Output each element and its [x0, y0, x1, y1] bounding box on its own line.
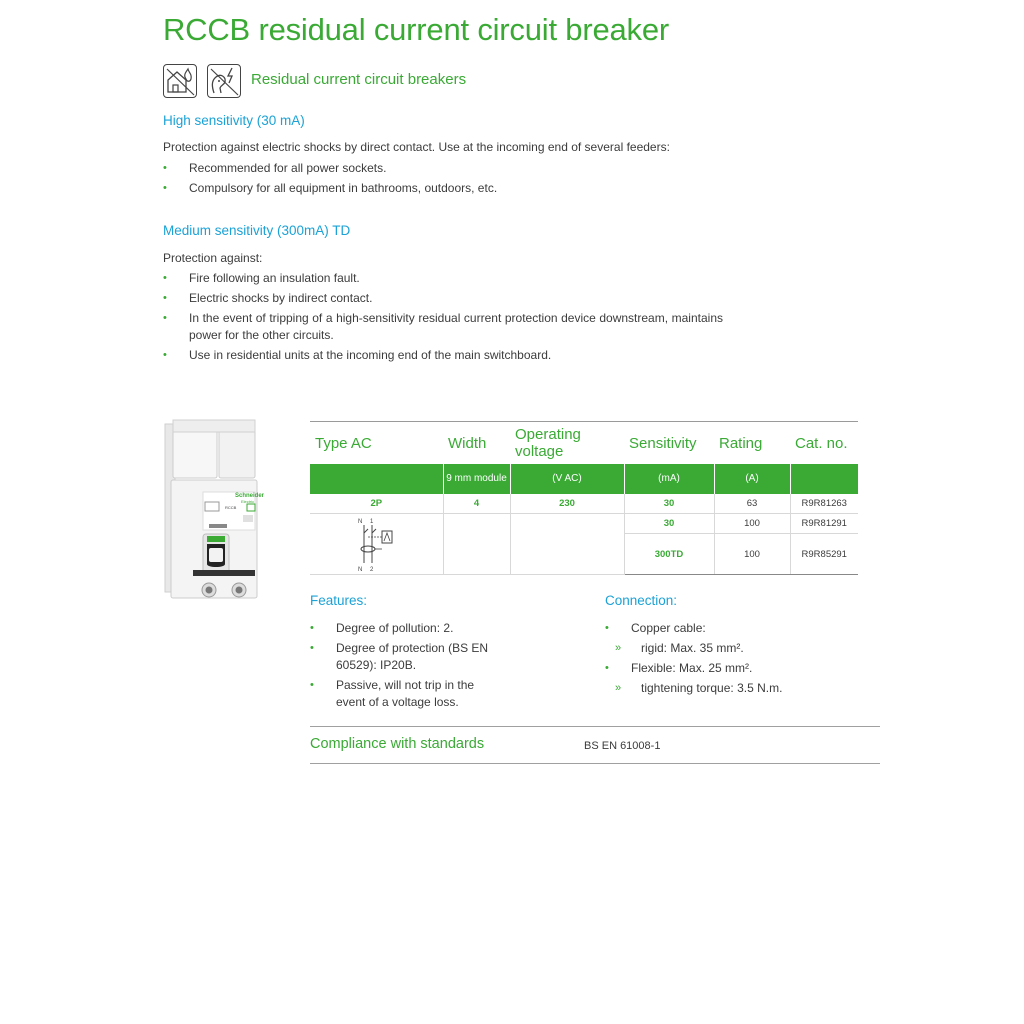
- product-brand: Schneider: [235, 493, 265, 499]
- sensitivity-cell: 30: [624, 494, 714, 514]
- house-fire-icon: [163, 64, 197, 98]
- spec-table: [310, 421, 858, 575]
- column-header: Sensitivity: [629, 434, 697, 452]
- sensitivity-cell: 300TD: [624, 534, 714, 575]
- diagram-label: 2: [370, 567, 374, 573]
- diagram-label: N: [358, 519, 363, 525]
- table-header-row: [310, 422, 858, 465]
- column-header: Operating voltage: [515, 426, 581, 460]
- section-subtitle: Residual current circuit breakers: [251, 71, 467, 88]
- product-model: RCCB: [225, 505, 237, 510]
- compliance-heading: Compliance with standards: [310, 736, 485, 752]
- column-header: Rating: [719, 434, 763, 452]
- list-item: • Compulsory for all equipment in bathrooms, outdoors, etc.: [163, 181, 498, 195]
- wiring-diagram-icon: [346, 515, 406, 573]
- units-cell: (A): [714, 464, 790, 494]
- type-cell: 2P: [310, 494, 443, 514]
- list-item: • Fire following an insulation fault.: [163, 271, 360, 285]
- sensitivity-cell: 30: [624, 514, 714, 534]
- list-item: • Passive, will not trip in the event of a voltage loss.: [310, 678, 475, 709]
- list-item: » tightening torque: 3.5 N.m.: [615, 681, 783, 695]
- high-sensitivity-heading: High sensitivity (30 mA): [163, 113, 305, 128]
- list-item: • Degree of protection (BS EN 60529): IP20B.: [310, 641, 489, 672]
- column-header: Type AC: [315, 434, 372, 452]
- units-cell: (V AC): [510, 464, 624, 494]
- list-item: • Recommended for all power sockets.: [163, 161, 387, 175]
- units-cell: (mA): [624, 464, 714, 494]
- rating-cell: 100: [714, 534, 790, 575]
- compliance-value: BS EN 61008-1: [584, 740, 661, 752]
- table-row: [310, 494, 858, 514]
- wiring-diagram-cell: [310, 514, 443, 575]
- table-units-row: [310, 464, 858, 494]
- rating-cell: 63: [714, 494, 790, 514]
- column-header: Width: [448, 434, 487, 452]
- width-cell: 4: [443, 494, 510, 514]
- features-heading: Features:: [310, 593, 368, 608]
- units-cell: [790, 464, 858, 494]
- connection-heading: Connection:: [605, 593, 678, 608]
- divider: [310, 763, 880, 764]
- diagram-label: 1: [370, 519, 374, 525]
- width-cell: [443, 514, 510, 575]
- divider: [310, 726, 880, 727]
- product-brand-sub: Electric: [241, 499, 255, 504]
- list-item: • Copper cable:: [605, 621, 706, 635]
- diagram-label: N: [358, 567, 363, 573]
- voltage-cell: 230: [510, 494, 624, 514]
- electric-shock-icon: [207, 64, 241, 98]
- features-list: [310, 620, 500, 714]
- list-item: • Flexible: Max. 25 mm².: [605, 661, 753, 675]
- page-title: RCCB residual current circuit breaker: [163, 12, 669, 47]
- list-item: » rigid: Max. 35 mm².: [615, 641, 744, 655]
- column-header: Cat. no.: [795, 434, 848, 452]
- table-row: [310, 514, 858, 534]
- rating-cell: 100: [714, 514, 790, 534]
- list-item: • Degree of pollution: 2.: [310, 621, 454, 635]
- units-cell: 9 mm module: [443, 464, 510, 494]
- cat-no-cell: R9R81291: [790, 514, 858, 534]
- cat-no-cell: R9R81263: [790, 494, 858, 514]
- units-cell: [310, 464, 443, 494]
- voltage-cell: [510, 514, 624, 575]
- high-sensitivity-list: [163, 160, 723, 200]
- medium-sensitivity-intro: Protection against:: [163, 251, 263, 265]
- list-item: • Electric shocks by indirect contact.: [163, 291, 373, 305]
- connection-list: [605, 620, 865, 700]
- list-item: • Use in residential units at the incoming end of the main switchboard.: [163, 348, 552, 362]
- high-sensitivity-intro: Protection against electric shocks by direct contact. Use at the incoming end of several feeders:: [163, 140, 670, 154]
- rccb-product-image: [163, 418, 263, 608]
- list-item: • In the event of tripping of a high-sensitivity residual current protection device downstream, maintains power for the other circuits.: [163, 311, 723, 342]
- medium-sensitivity-list: [163, 270, 723, 367]
- medium-sensitivity-heading: Medium sensitivity (300mA) TD: [163, 223, 351, 238]
- cat-no-cell: R9R85291: [790, 534, 858, 575]
